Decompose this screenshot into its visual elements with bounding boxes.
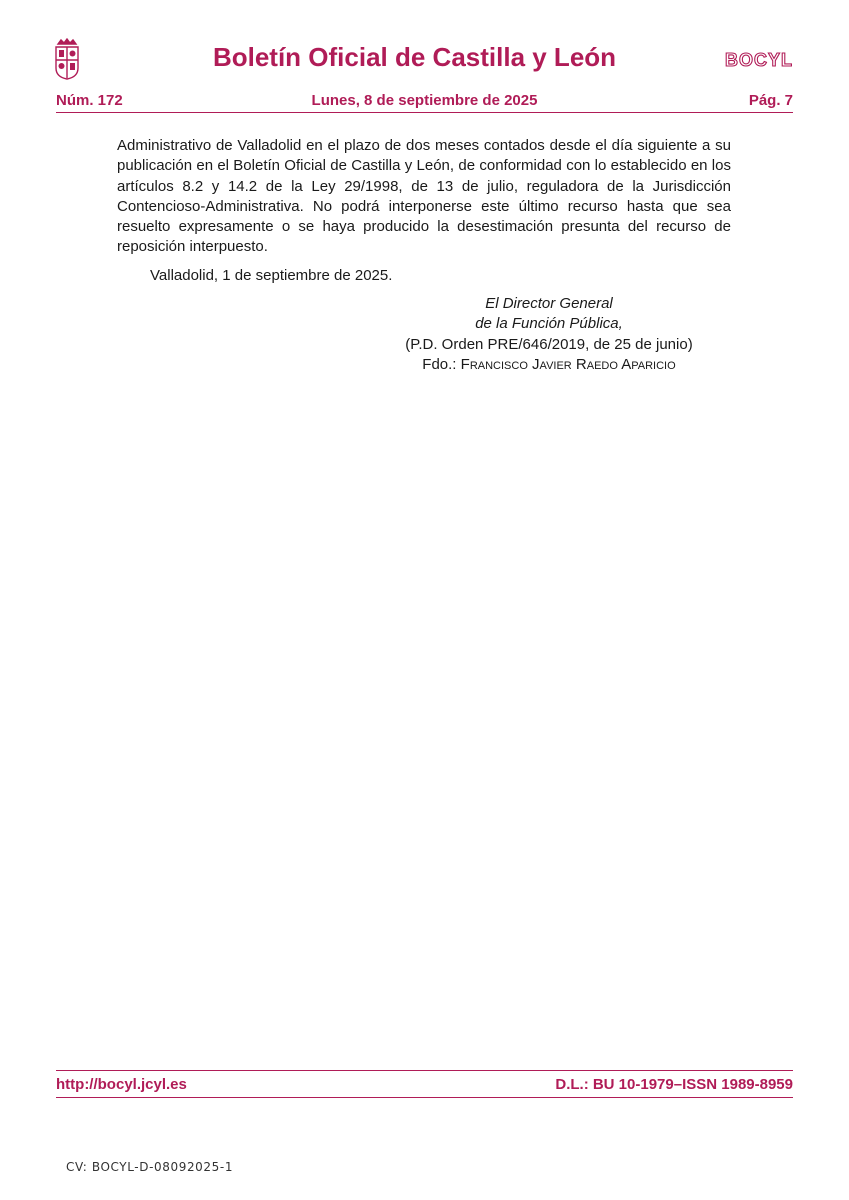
signed-by-line: [380, 355, 718, 375]
signature-block: [380, 294, 718, 375]
header-divider: [56, 112, 793, 113]
footer-divider-bottom: [56, 1097, 793, 1098]
coat-of-arms-icon: [52, 38, 82, 80]
issue-date: Lunes, 8 de septiembre de 2025: [311, 92, 538, 109]
verification-code: CV: BOCYL-D-08092025-1: [66, 1160, 234, 1174]
page-number: Pág. 7: [748, 92, 793, 109]
signatory-title-line2: de la Función Pública,: [475, 315, 623, 333]
body-paragraph: Administrativo de Valladolid en el plazo de dos meses contados desde el día siguiente a su publicación en el Boletín Oficial de Castilla y León, de conformidad con lo establecido en los artículos 8.2 y 14.2 de la Ley 29/1998, de 13 de julio, reguladora de la Jurisdicción Contencioso-Administrativa. No podrá interponerse este último recurso hasta que sea resuelto expresamente o se haya producido la desestimación presunta del recurso de reposición interpuesto.: [117, 137, 731, 256]
bulletin-title: Boletín Oficial de Castilla y León: [212, 42, 617, 72]
delegation-reference: (P.D. Orden PRE/646/2019, de 25 de junio): [405, 335, 693, 353]
bulletin-url-link[interactable]: http://bocyl.jcyl.es: [56, 1076, 187, 1093]
bocyl-logo: BOCYL: [725, 50, 793, 70]
issue-meta-row: [56, 92, 793, 110]
dateline: Valladolid, 1 de septiembre de 2025.: [150, 267, 393, 284]
issue-number: Núm. 172: [56, 92, 123, 109]
signed-by-prefix: Fdo.:: [422, 355, 461, 373]
legal-deposit-issn: D.L.: BU 10-1979–ISSN 1989-8959: [555, 1076, 793, 1093]
footer-divider-top: [56, 1070, 793, 1071]
signatory-title-line1: El Director General: [485, 295, 613, 312]
signatory-name: Francisco Javier Raedo Aparicio: [460, 355, 676, 373]
